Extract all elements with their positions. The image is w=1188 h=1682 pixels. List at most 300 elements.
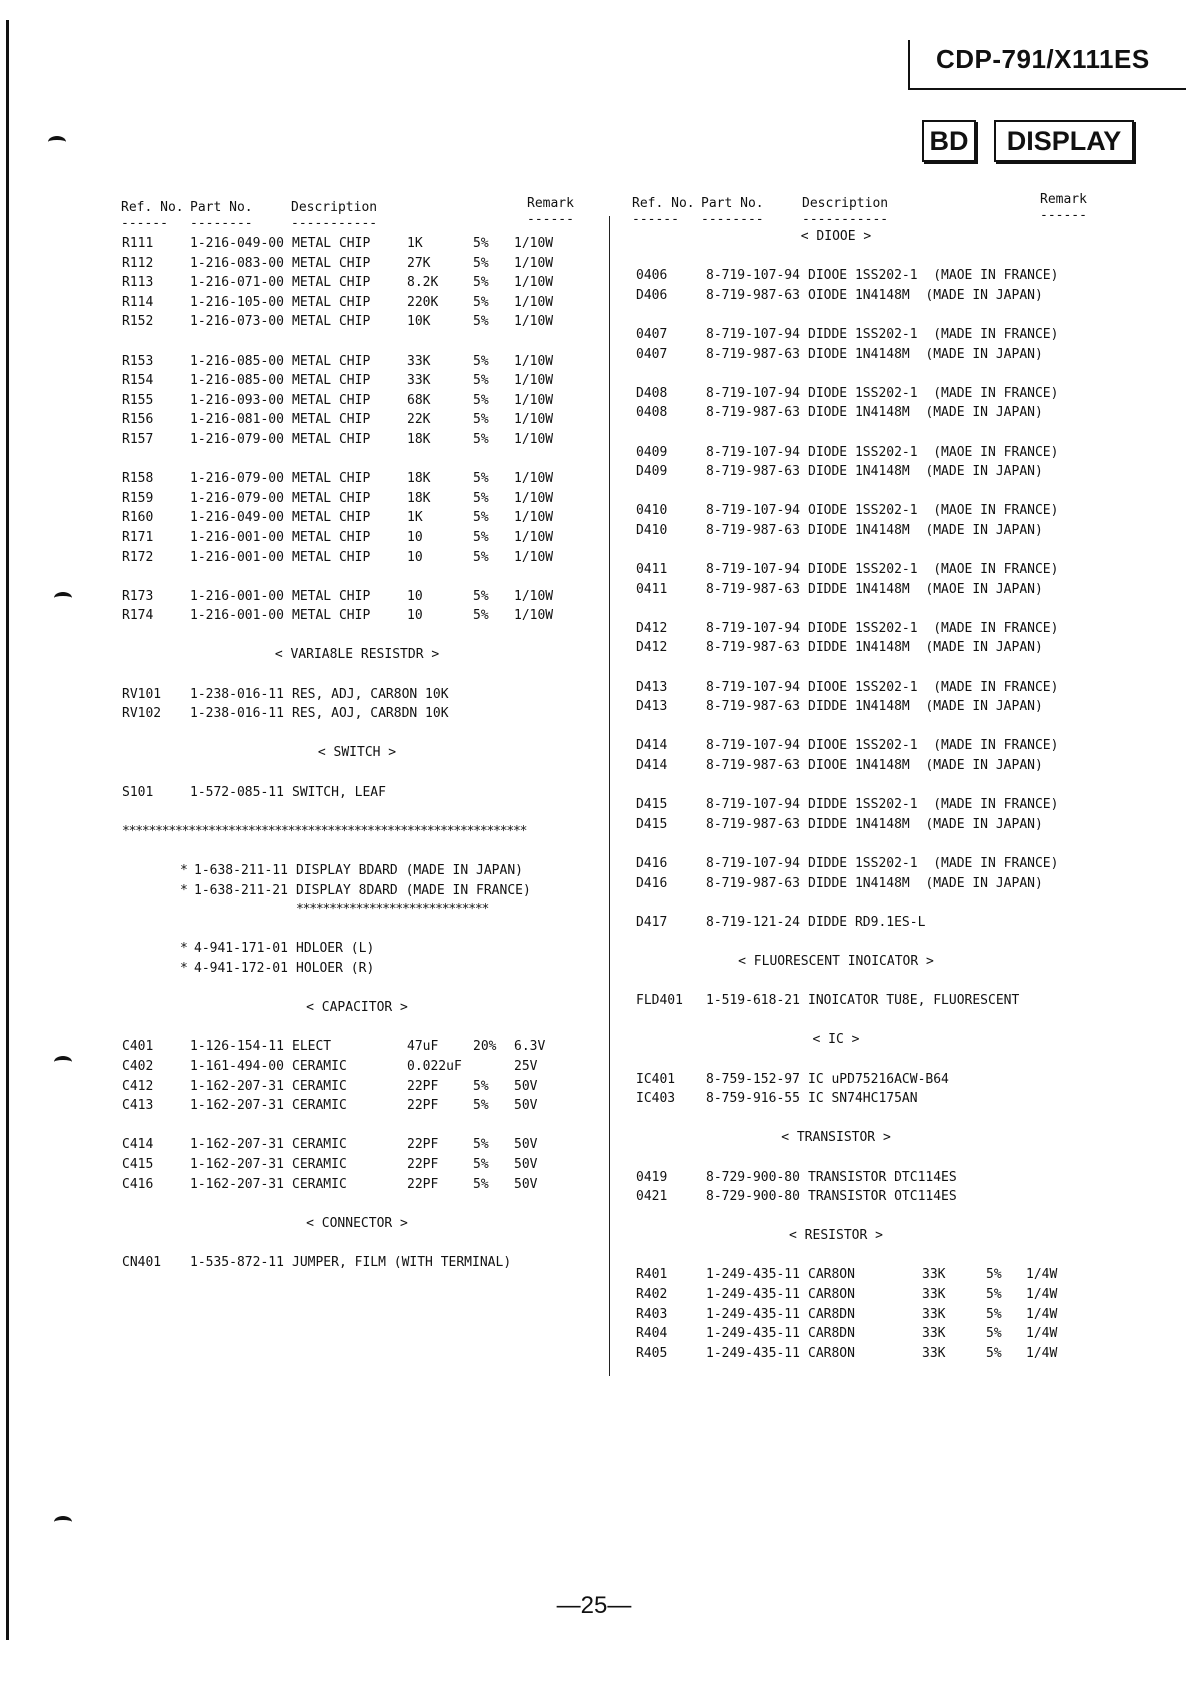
part-description: DIOOE 1SS202-1 (MADE IN FRANCE) [808,738,1059,754]
part-description: IC SN74HC175AN [808,1091,918,1107]
part-description: METAL CHIP [292,608,371,624]
table-row [636,678,1106,698]
table-row [636,913,1106,933]
ref-number: D417 [636,914,668,930]
model-title: CDP-791/X111ES [936,44,1150,74]
table-row [636,1265,1106,1285]
part-value: 18K [407,471,431,487]
part-number: 8-719-987-63 [706,287,800,303]
row-spacer [636,541,1106,561]
ref-number: R404 [636,1326,668,1342]
part-description: METAL CHIP [292,490,371,506]
table-row [636,325,1106,345]
header-rule: ------ [121,216,168,231]
row-spacer [636,599,1106,619]
ref-number: S101 [122,784,154,800]
part-description: CAR8ON [808,1267,855,1283]
part-tolerance: 5% [473,471,489,487]
separator-line: ************************************************************* [122,823,527,839]
row-spacer [122,841,592,861]
ref-number: R153 [122,353,154,369]
ref-number: 0407 [636,326,668,342]
part-description: DIDDE 1N4148M (MADE IN JAPAN) [808,816,1043,832]
part-number: 1-161-494-00 [190,1058,284,1074]
part-number: 1-216-079-00 [190,471,284,487]
part-number: 1-638-211-21 [194,882,288,898]
part-tolerance: 5% [473,490,489,506]
part-description: CAR8ON [808,1287,855,1303]
part-tolerance: 5% [473,1137,489,1153]
table-row [122,1155,592,1175]
section-heading: < VARIA8LE RESISTDR > [274,647,440,663]
part-description: DIODE 1SS202-1 (MADE IN FRANCE) [808,385,1059,401]
ref-number: RV102 [122,706,162,722]
part-rating: 1/4W [1026,1345,1058,1361]
ref-number: C402 [122,1058,154,1074]
part-description: CERAMIC [292,1098,347,1114]
part-value: 33K [922,1287,946,1303]
part-value: 0.022uF [407,1058,462,1074]
table-row [122,783,592,803]
part-value: 33K [922,1306,946,1322]
part-rating: 1/10W [514,431,554,447]
part-number: 8-719-121-24 [706,914,800,930]
part-rating: 25V [514,1058,538,1074]
part-description: METAL CHIP [292,275,371,291]
row-spacer [122,1116,592,1136]
assembly-mark: * [180,941,188,957]
part-number: 8-719-107-94 [706,797,800,813]
part-number: 1-535-872-11 [190,1254,284,1270]
part-description: METAL CHIP [292,373,371,389]
table-row [122,1135,592,1155]
part-tolerance: 5% [473,510,489,526]
table-row [636,443,1106,463]
part-number: 8-719-987-63 [706,405,800,421]
part-rating: 1/10W [514,314,554,330]
part-rating: 1/10W [514,412,554,428]
row-spacer [636,932,1106,952]
table-row [636,815,1106,835]
part-number: 1-216-085-00 [190,353,284,369]
part-description: DIDDE 1SS202-1 (MADE IN FRANCE) [808,797,1059,813]
part-description: OIODE 1SS202-1 (MAOE IN FRANCE) [808,503,1059,519]
part-number: 1-238-016-11 [190,706,284,722]
part-value: 18K [407,431,431,447]
ref-number: C413 [122,1098,154,1114]
part-number: 8-719-987-63 [706,522,800,538]
ref-number: R156 [122,412,154,428]
part-number: 1-249-435-11 [706,1326,800,1342]
header-ref: Ref. No. [632,196,695,211]
header-rule: -------- [190,216,253,231]
header-rule: ----------- [291,216,378,231]
row-spacer [122,979,592,999]
part-tolerance: 5% [986,1345,1002,1361]
part-tolerance: 5% [473,294,489,310]
part-number: 1-216-001-00 [190,608,284,624]
part-number: 1-216-093-00 [190,392,284,408]
assembly-row [122,939,592,959]
part-description: METAL CHIP [292,510,371,526]
section-heading: < TRANSISTOR > [781,1130,891,1146]
part-number: 8-719-987-63 [706,875,800,891]
part-tolerance: 5% [473,314,489,330]
part-tolerance: 5% [473,431,489,447]
assembly-mark: * [180,960,188,976]
part-number: 1-216-081-00 [190,412,284,428]
part-number: 8-719-107-94 [706,856,800,871]
part-tolerance: 5% [473,608,489,624]
table-row [636,1187,1106,1207]
ref-number: RV101 [122,686,162,702]
part-number: 1-216-079-00 [190,431,284,447]
part-rating: 50V [514,1156,538,1172]
assembly-row [122,861,592,881]
part-value: 33K [407,353,431,369]
part-number: 1-572-085-11 [190,784,284,800]
part-number: 8-719-107-94 [706,268,800,284]
part-number: 8-719-107-94 [706,738,800,754]
part-description: TRANSISTOR OTC114ES [808,1189,957,1205]
ref-number: D414 [636,758,668,774]
part-number: 8-719-107-94 [706,620,800,636]
part-description: DIDDE 1N4148M (MADE IN JAPAN) [808,640,1043,656]
part-number: 8-719-107-94 [706,503,800,519]
row-spacer [636,1148,1106,1168]
part-description: DIDDE 1SS202-1 (MADE IN FRANCE) [808,326,1059,342]
header-remark: Remark [527,196,574,211]
part-value: 68K [407,392,431,408]
part-value: 18K [407,490,431,506]
part-description: DIODE 1N4148M (MADE IN JAPAN) [808,522,1043,538]
ref-number: C416 [122,1176,154,1192]
part-tolerance: 5% [986,1267,1002,1283]
part-rating: 1/10W [514,255,554,271]
ref-number: 0407 [636,346,668,362]
row-spacer [636,834,1106,854]
row-spacer [636,364,1106,384]
row-spacer [636,1050,1106,1070]
part-description: CAR8DN [808,1306,855,1322]
row-spacer [122,763,592,783]
part-description: METAL CHIP [292,353,371,369]
part-description: HOLOER (R) [296,960,375,976]
table-row [636,1285,1106,1305]
part-rating: 1/4W [1026,1326,1058,1342]
part-rating: 1/4W [1026,1287,1058,1303]
table-row [122,312,592,332]
part-rating: 1/10W [514,373,554,389]
ref-number: D412 [636,640,668,656]
header-rule: ------ [632,212,679,227]
table-row [636,697,1106,717]
ref-number: 0411 [636,581,668,597]
part-rating: 1/10W [514,236,554,251]
table-row [636,521,1106,541]
ref-number: R402 [636,1287,668,1303]
part-value: 33K [922,1326,946,1342]
part-rating: 1/10W [514,490,554,506]
ref-number: CN401 [122,1254,162,1270]
part-description: CERAMIC [292,1078,347,1094]
part-value: 22PF [407,1078,439,1094]
part-number: 1-216-001-00 [190,529,284,545]
part-value: 10 [407,608,423,624]
ref-number: R113 [122,275,154,291]
table-row [636,638,1106,658]
ref-number: R172 [122,549,154,565]
part-number: 8-759-152-97 [706,1071,800,1087]
ref-number: R154 [122,373,154,389]
part-description: DIDDE 1N4148M (MADE IN JAPAN) [808,875,1043,891]
part-value: 1K [407,236,423,251]
part-rating: 1/10W [514,608,554,624]
table-row [636,854,1106,874]
table-row [122,1096,592,1116]
part-description: DIODE 1N4148M (MADE IN JAPAN) [808,464,1043,480]
row-spacer [122,802,592,822]
part-description: DIODE 1SS202-1 (MAOE IN FRANCE) [808,444,1059,460]
ref-number: R155 [122,392,154,408]
ref-number: R160 [122,510,154,526]
part-value: 1K [407,510,423,526]
left-parts-column [122,234,592,1272]
table-row [636,1344,1106,1364]
ref-number: D415 [636,816,668,832]
ref-number: R158 [122,471,154,487]
table-row [636,991,1106,1011]
binding-mark [54,1516,72,1528]
table-row [122,293,592,313]
row-spacer [122,626,592,646]
part-number: 8-719-987-63 [706,758,800,774]
part-description: DIODE 1SS202-1 (MADE IN FRANCE) [808,620,1059,636]
table-row [122,587,592,607]
part-description: METAL CHIP [292,588,371,604]
row-spacer [636,482,1106,502]
table-row [122,469,592,489]
ref-number: C401 [122,1039,154,1055]
table-row [636,266,1106,286]
header-remark: Remark [1040,192,1087,207]
section-heading: < SWITCH > [317,745,397,761]
table-row [636,462,1106,482]
part-description: METAL CHIP [292,431,371,447]
header-description: Description [291,200,378,215]
part-number: 1-216-085-00 [190,373,284,389]
part-rating: 1/10W [514,294,554,310]
part-number: 1-216-049-00 [190,510,284,526]
header-description: Description [802,196,889,211]
ref-number: R111 [122,236,154,251]
row-spacer [122,1233,592,1253]
header-rule: ------ [1040,208,1087,223]
row-spacer [636,658,1106,678]
part-number: 4-941-171-01 [194,941,288,957]
part-number: 8-719-987-63 [706,699,800,715]
table-row [636,874,1106,894]
part-value: 22PF [407,1156,439,1172]
part-number: 1-216-071-00 [190,275,284,291]
ref-number: R174 [122,608,154,624]
ref-number: D416 [636,856,668,871]
binding-mark [54,1056,72,1068]
ref-number: D416 [636,875,668,891]
table-row [122,352,592,372]
column-divider [609,216,610,1376]
part-number: 8-729-900-80 [706,1189,800,1205]
assembly-mark: * [180,863,188,878]
table-row [122,548,592,568]
part-tolerance: 5% [473,373,489,389]
part-description: DIODE 1N4148M (MADE IN JAPAN) [808,405,1043,421]
part-value: 8.2K [407,275,439,291]
table-row [122,685,592,705]
ref-number: C415 [122,1156,154,1172]
part-value: 22PF [407,1137,439,1153]
right-parts-column [636,227,1106,1363]
part-rating: 1/10W [514,510,554,526]
table-row [636,756,1106,776]
row-spacer [636,1207,1106,1227]
ref-number: 0406 [636,268,668,284]
page-number: —25— [556,1592,632,1619]
assembly-row [122,959,592,979]
part-tolerance: 5% [473,529,489,545]
part-number: 8-719-987-63 [706,640,800,656]
part-tolerance: 5% [473,412,489,428]
part-number: 8-719-987-63 [706,581,800,597]
part-tolerance: 5% [473,275,489,291]
table-row [122,606,592,626]
row-spacer [122,724,592,744]
row-spacer [122,665,592,685]
part-number: 8-719-107-94 [706,444,800,460]
part-number: 8-719-107-94 [706,385,800,401]
section-heading: < CAPACITOR > [306,1000,408,1016]
part-description: CAR8ON [808,1345,855,1361]
section-heading: < FLUORESCENT INOICATOR > [738,953,934,969]
row-spacer [636,1011,1106,1031]
part-number: 1-638-211-11 [194,863,288,878]
assembly-row [122,881,592,901]
part-description: RES, AOJ, CAR8DN 10K [292,706,449,722]
part-number: 1-249-435-11 [706,1306,800,1322]
ref-number: C412 [122,1078,154,1094]
part-value: 22K [407,412,431,428]
header-part: Part No. [701,196,764,211]
part-rating: 1/10W [514,275,554,291]
part-description: METAL CHIP [292,471,371,487]
ref-number: R403 [636,1306,668,1322]
part-tolerance: 20% [473,1039,497,1055]
part-rating: 1/10W [514,353,554,369]
part-tolerance: 5% [473,353,489,369]
table-row [636,501,1106,521]
part-tolerance: 5% [473,1078,489,1094]
part-description: CERAMIC [292,1058,347,1074]
table-row [122,1175,592,1195]
part-value: 47uF [407,1039,439,1055]
table-row [636,1070,1106,1090]
ref-number: R405 [636,1345,668,1361]
part-rating: 1/10W [514,471,554,487]
table-row [636,1089,1106,1109]
part-description: SWITCH, LEAF [292,784,386,800]
table-row [636,384,1106,404]
section-tag-bd: BD [922,120,976,162]
part-number: 8-729-900-80 [706,1169,800,1185]
ref-number: D410 [636,522,668,538]
part-description: METAL CHIP [292,549,371,565]
ref-number: D406 [636,287,668,303]
part-value: 22PF [407,1098,439,1114]
ref-number: R112 [122,255,154,271]
part-tolerance: 5% [473,588,489,604]
part-number: 1-162-207-31 [190,1098,284,1114]
part-description: DIODE 1SS202-1 (MAOE IN FRANCE) [808,562,1059,578]
part-number: 8-719-987-63 [706,816,800,832]
part-number: 1-519-618-21 [706,993,800,1009]
part-rating: 1/10W [514,529,554,545]
table-row [122,371,592,391]
table-row [122,391,592,411]
part-description: DIDDE 1N4148M (MAOE IN JAPAN) [808,581,1043,597]
ref-number: 0419 [636,1169,668,1185]
section-heading: < RESISTOR > [789,1228,883,1244]
row-spacer [636,247,1106,267]
part-description: DIDDE RD9.1ES-L [808,914,926,930]
part-number: 1-216-083-00 [190,255,284,271]
part-rating: 50V [514,1098,538,1114]
part-rating: 6.3V [514,1039,546,1055]
row-spacer [636,972,1106,992]
part-number: 1-249-435-11 [706,1267,800,1283]
row-spacer [122,920,592,940]
part-number: 4-941-172-01 [194,960,288,976]
part-description: ELECT [292,1039,332,1055]
ref-number: D415 [636,797,668,813]
part-number: 1-216-049-00 [190,236,284,251]
part-description: DIODE 1N4148M (MADE IN JAPAN) [808,346,1043,362]
ref-number: IC403 [636,1091,676,1107]
row-spacer [636,893,1106,913]
row-spacer [636,305,1106,325]
table-row [636,580,1106,600]
table-row [122,489,592,509]
row-spacer [122,332,592,352]
header-rule: ------ [527,212,574,227]
binding-edge [6,20,11,1640]
part-description: JUMPER, FILM (WITH TERMINAL) [292,1254,512,1270]
part-tolerance: 5% [473,255,489,271]
section-heading: < IC > [812,1032,860,1048]
row-spacer [636,776,1106,796]
part-number: 8-759-916-55 [706,1091,800,1107]
header-part: Part No. [190,200,253,215]
part-number: 1-216-079-00 [190,490,284,506]
header-rule: ----------- [802,212,889,227]
table-row [122,273,592,293]
part-description: HDLOER (L) [296,941,375,957]
ref-number: R157 [122,431,154,447]
table-row [636,1305,1106,1325]
part-description: RES, ADJ, CAR8ON 10K [292,686,449,702]
ref-number: D409 [636,464,668,480]
part-description: CERAMIC [292,1156,347,1172]
table-row [636,286,1106,306]
